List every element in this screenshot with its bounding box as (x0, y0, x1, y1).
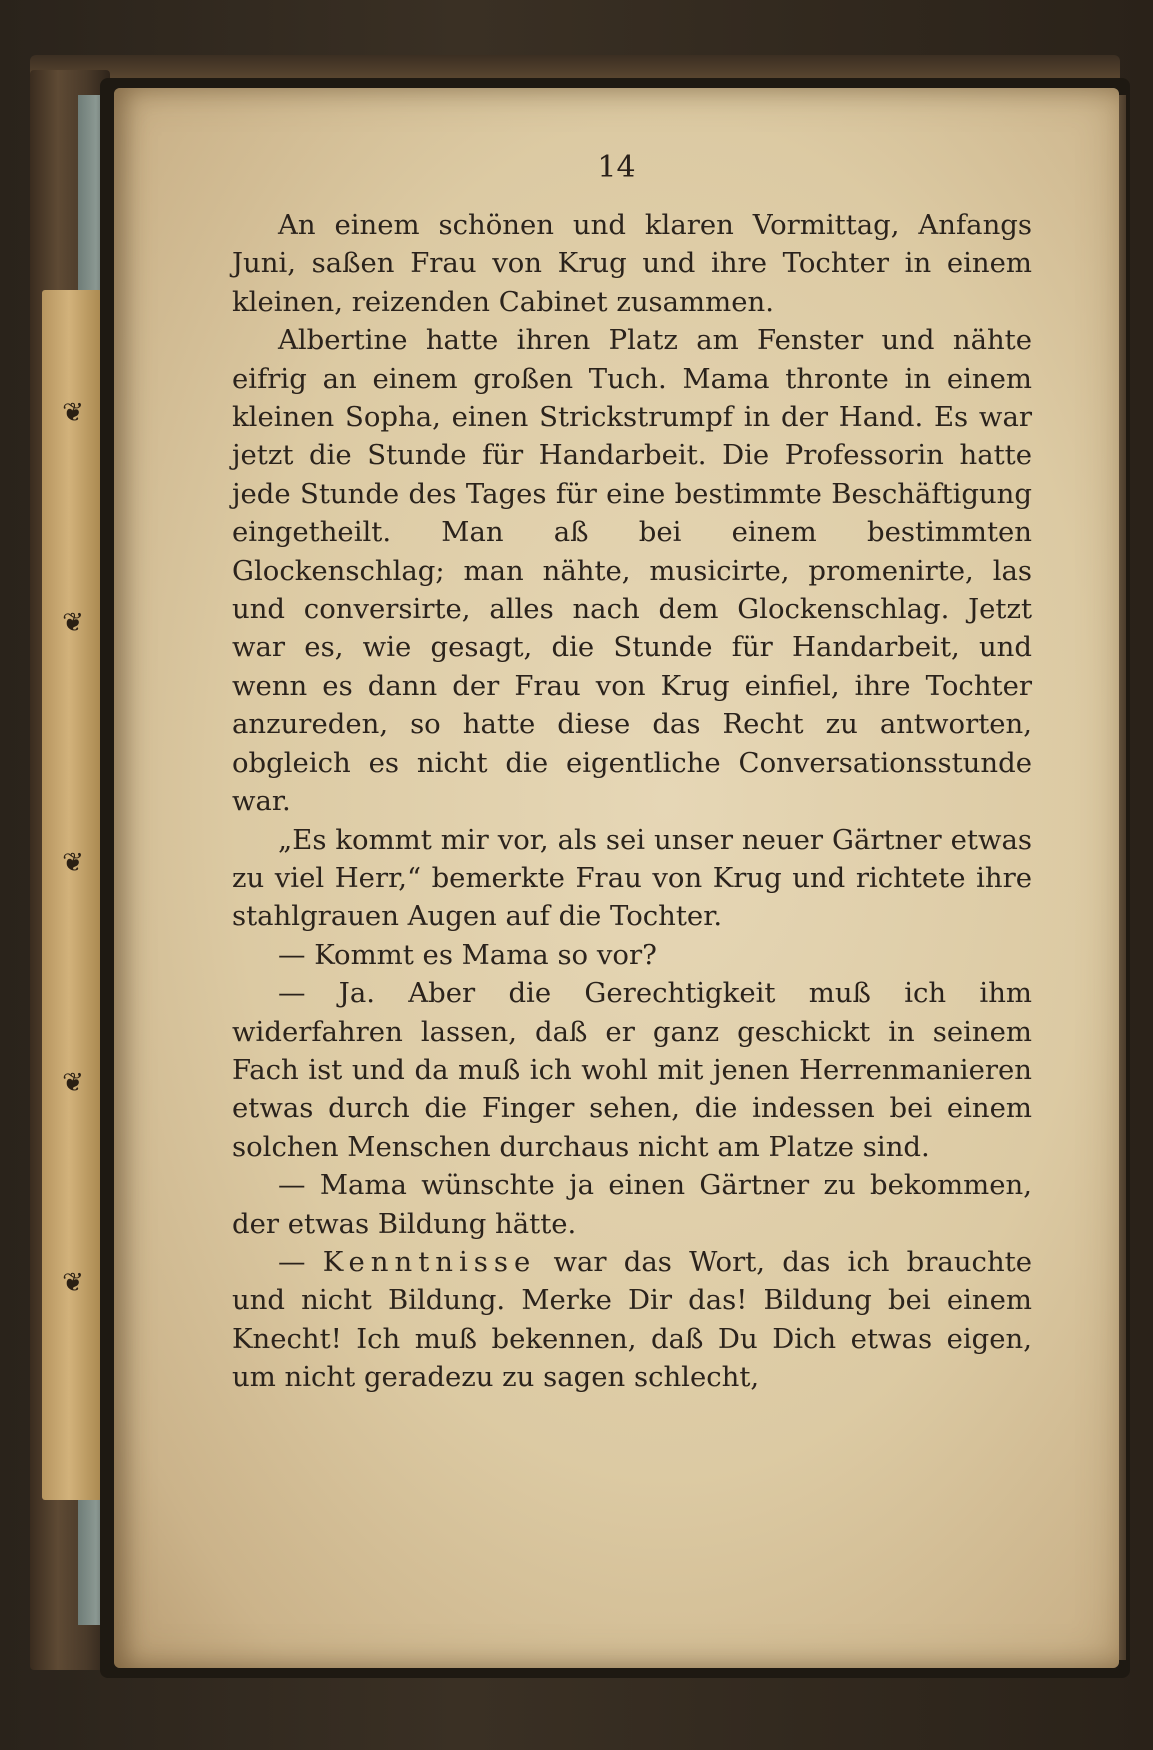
book-page (114, 88, 1119, 1668)
body-text (232, 206, 1032, 1397)
spine-ornament-icon: ❦ (62, 398, 84, 428)
spine-ornament-icon: ❦ (62, 608, 84, 638)
paragraph: — Kommt es Mama so vor? (278, 938, 657, 971)
spaced-emphasis: Kenntnisse (322, 1245, 537, 1278)
paragraph (232, 1243, 1032, 1397)
paragraph: — Ja. Aber die Gerechtigkeit muß ich ihm widerfahren lassen, daß er ganz geschickt in seinem Fach ist und da muß ich wohl mit jenen Herrenmanieren etwas durch die Finger sehen, die indessen bei einem solchen Menschen durchaus nicht am Platze sind. (232, 977, 1032, 1163)
paragraph: — Mama wünschte ja einen Gärtner zu bekommen, der etwas Bildung hätte. (232, 1169, 1032, 1240)
spine-ornament-icon: ❦ (62, 1068, 84, 1098)
dialogue-dash: — (278, 1245, 323, 1278)
spine-ornament-icon: ❦ (62, 1268, 84, 1298)
paragraph: „Es kommt mir vor, als sei unser neuer Gärtner etwas zu viel Herr,“ bemerkte Frau von Krug und richtete ihre stahlgrauen Augen auf die Tochter. (232, 823, 1032, 933)
spine-ornament-icon: ❦ (62, 848, 84, 878)
page-number: 14 (597, 150, 636, 185)
paragraph: An einem schönen und klaren Vormittag, Anfangs Juni, saßen Frau von Krug und ihre Tochter in einem kleinen, reizenden Cabinet zusammen. (232, 209, 1032, 318)
paragraph: Albertine hatte ihren Platz am Fenster und nähte eifrig an einem großen Tuch. Mama thronte in einem kleinen Sopha, einen Strickstrumpf in der Hand. Es war jetzt die Stunde für Handarbeit. Die Professorin hatte jede Stunde des Tages für eine bestimmte Beschäftigung eingetheilt. Man aß bei einem bestimmten Glockenschlag; man nähte, musicirte, promenirte, las und conversirte, alles nach dem Glockenschlag. Jetzt war es, wie gesagt, die Stunde für Handarbeit, und wenn es dann der Frau von Krug einfiel, ihre Tochter anzureden, so hatte diese das Recht zu antworten, obgleich es nicht die eigentliche Conversationsstunde war. (232, 324, 1032, 818)
spine-label-strip (42, 290, 102, 1500)
paragraph-rest: war das Wort, das ich brauchte und nicht Bildung. Merke Dir das! Bildung bei einem Knecht! Ich muß bekennen, daß Du Dich etwas eigen, um nicht geradezu zu sagen schlecht, (232, 1245, 1032, 1394)
